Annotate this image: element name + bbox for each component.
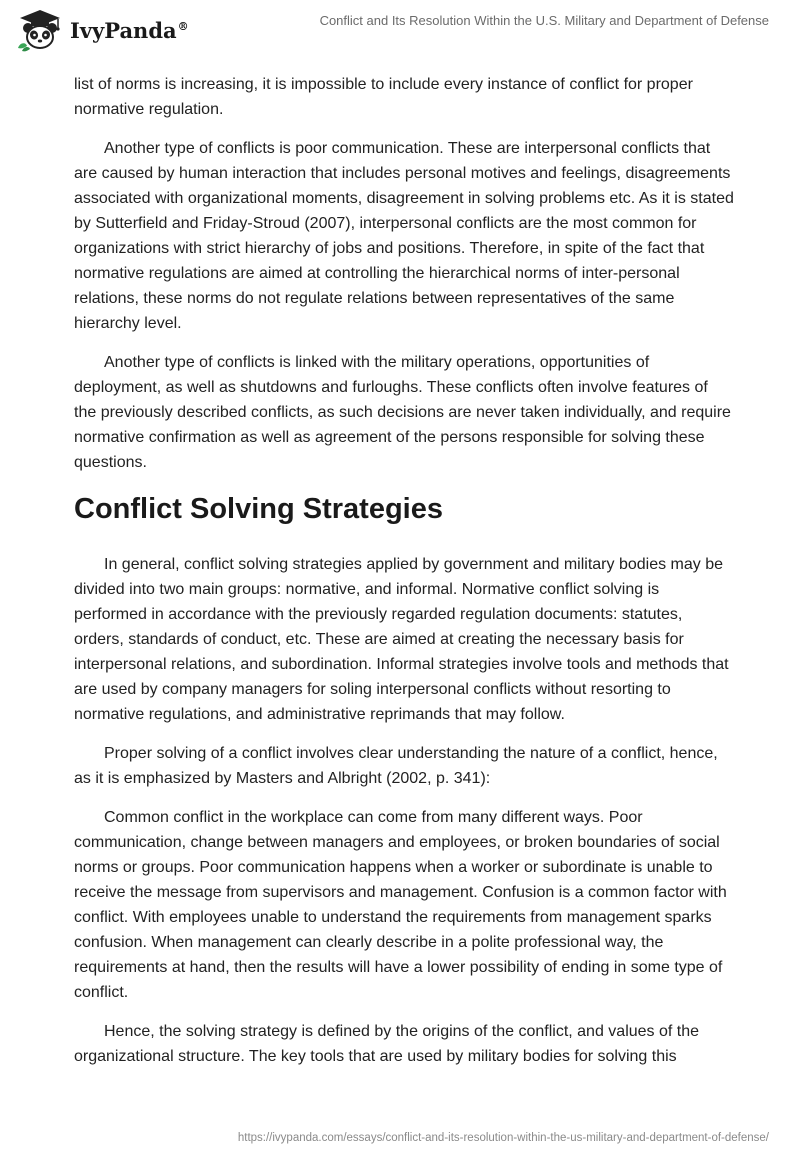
- ivypanda-logo[interactable]: [14, 8, 189, 52]
- essay-body: [74, 72, 734, 1083]
- paragraph: Hence, the solving strategy is defined by the origins of the conflict, and values of the organizational structure. The key tools that are used by military bodies for solving this: [74, 1023, 700, 1065]
- section-heading: Conflict Solving Strategies: [74, 493, 443, 525]
- logo-wordmark: [70, 18, 189, 43]
- paragraph: Proper solving of a conflict involves clear understanding the nature of a conflict, hence, as it is emphasized by Masters and Albright (2002, p. 341):: [74, 745, 718, 787]
- running-title: Conflict and Its Resolution Within the U.S. Military and Department of Defense: [319, 13, 769, 28]
- brand-name: IvyPanda: [70, 17, 177, 43]
- paragraph: list of norms is increasing, it is impossible to include every instance of conflict for proper normative regulation.: [74, 76, 693, 118]
- block-quote: Common conflict in the workplace can come from many different ways. Poor communication, change between managers and employees, or broken boundaries of social norms or groups. Poor communication happens when a worker or subordinate is unable to receive the message from supervisors and management. Confusion is a common factor with conflict. With employees unable to understand the requirements from management sparks confusion. When management can clearly describe in a polite professional way, the requirements at hand, then the results will have a lower possibility of ending in some type of conflict.: [74, 809, 727, 1001]
- panda-graduate-icon: [14, 8, 66, 52]
- paragraph: Another type of conflicts is linked with the military operations, opportunities of deployment, as well as shutdowns and furloughs. These conflicts often involve features of the previously described conflicts, as such decisions are never taken individually, and require normative confirmation as well as agreement of the persons responsible for solving these questions.: [74, 354, 731, 471]
- paragraph: Another type of conflicts is poor communication. These are interpersonal conflicts that are caused by human interaction that includes personal motives and feelings, disagreements associated with organizational moments, disagreement in solving problems etc. As it is stated by Sutterfield and Friday-Stroud (2007), interpersonal conflicts are the most common for organizations with strict hierarchy of jobs and positions. Therefore, in spite of the fact that normative regulations are aimed at controlling the hierarchical norms of inter-personal relations, these norms do not regulate relations between representatives of the same hierarchy level.: [74, 140, 734, 332]
- paragraph: In general, conflict solving strategies applied by government and military bodies may be divided into two main groups: normative, and informal. Normative conflict solving is performed in accordance with the previously regarded regulation documents: statutes, orders, standards of conduct, etc. These are aimed at creating the necessary basis for interpersonal relations, and subordination. Informal strategies involve tools and methods that are used by company managers for soling interpersonal conflicts without resorting to normative regulations, and administrative reprimands that may follow.: [74, 556, 729, 723]
- page-header: [0, 0, 800, 64]
- registered-mark: ®: [177, 19, 189, 33]
- source-url[interactable]: https://ivypanda.com/essays/conflict-and-its-resolution-within-the-us-military-and-department-of-defense/: [237, 1132, 769, 1144]
